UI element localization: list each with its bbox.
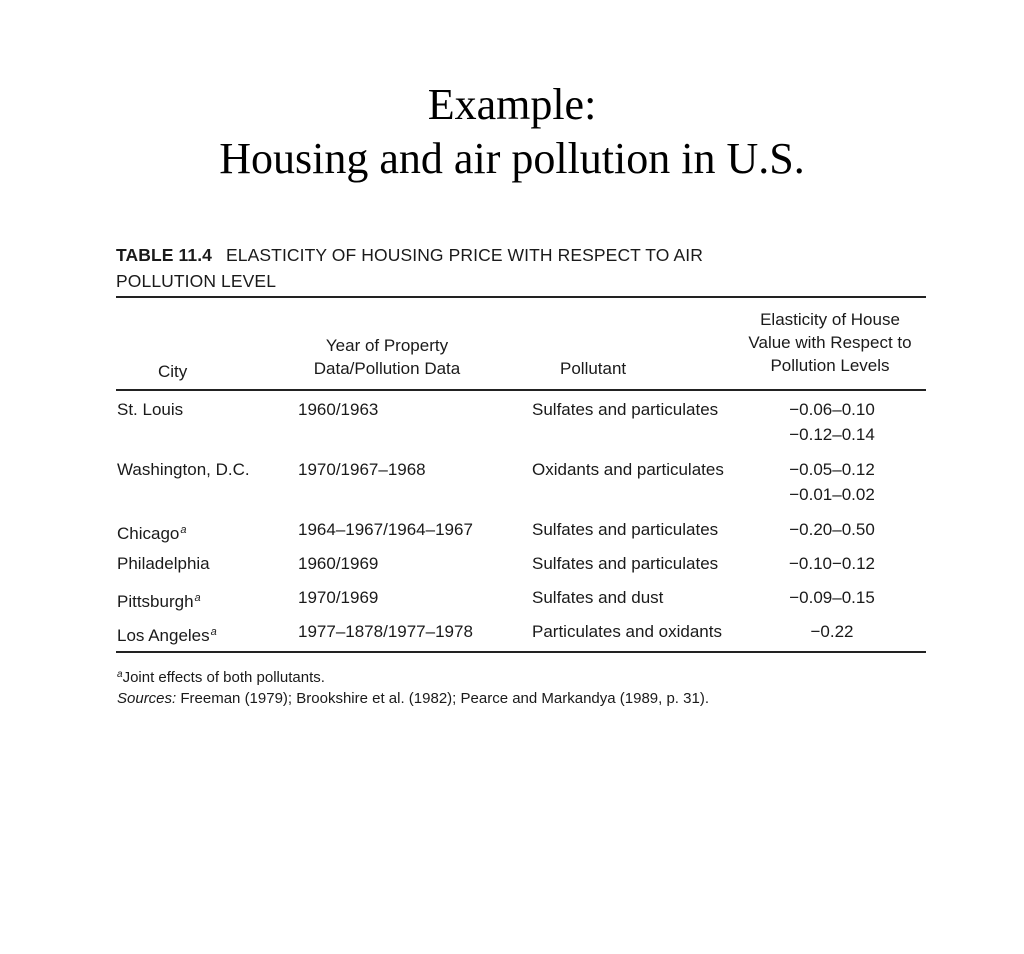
table-row-5-city bbox=[117, 586, 201, 614]
footnote-marker: a bbox=[117, 669, 123, 680]
table-row-2-pollutant: Oxidants and particulates bbox=[532, 460, 724, 479]
table-row-1-pollutant: Sulfates and particulates bbox=[532, 400, 719, 419]
table-figure bbox=[112, 236, 926, 720]
slide-title-line-2: Housing and air pollution in U.S. bbox=[219, 134, 805, 183]
sources-text: Freeman (1979); Brookshire et al. (1982); Pearce and Markandya (1989, p. 31). bbox=[180, 690, 709, 707]
table-row-5-elasticity: −0.09–0.15 bbox=[789, 588, 875, 607]
table-row-1-city bbox=[117, 398, 183, 422]
table-row-6-pollutant: Particulates and oxidants bbox=[532, 622, 722, 641]
city-name: Philadelphia bbox=[117, 554, 210, 573]
table-caption bbox=[116, 242, 703, 294]
header-elasticity-line-2: Value with Respect to bbox=[748, 333, 912, 352]
slide-title bbox=[0, 78, 1024, 186]
table-number: TABLE 11.4 bbox=[116, 245, 212, 265]
table-row-6-city bbox=[117, 620, 217, 648]
table-sources bbox=[117, 688, 709, 710]
footnote-marker: a bbox=[210, 626, 217, 638]
table-row-1-year: 1960/1963 bbox=[298, 400, 379, 419]
table-row-5-pollutant: Sulfates and dust bbox=[532, 588, 664, 607]
footnote-marker: a bbox=[180, 524, 187, 536]
table-row-2-elasticity-a: −0.05–0.12 bbox=[789, 460, 875, 479]
header-pollutant: Pollutant bbox=[560, 359, 627, 378]
table-caption-line-1: ELASTICITY OF HOUSING PRICE WITH RESPECT TO AIR bbox=[226, 245, 703, 265]
header-elasticity-line-1: Elasticity of House bbox=[760, 310, 900, 329]
table-row-3-pollutant: Sulfates and particulates bbox=[532, 520, 719, 539]
table-row-3-year: 1964–1967/1964–1967 bbox=[298, 520, 473, 539]
table-row-3-elasticity: −0.20–0.50 bbox=[789, 520, 875, 539]
table-row-4-pollutant: Sulfates and particulates bbox=[532, 554, 719, 573]
header-elasticity-line-3: Pollution Levels bbox=[770, 356, 890, 375]
header-year-line-1: Year of Property bbox=[325, 336, 449, 355]
city-name: Washington, D.C. bbox=[117, 460, 250, 479]
city-name: Los Angeles bbox=[117, 626, 210, 645]
header-city: City bbox=[158, 362, 188, 381]
table-row-3-city bbox=[117, 518, 187, 546]
footnote-marker: a bbox=[194, 592, 201, 604]
table-footnote bbox=[117, 664, 325, 689]
table-row-5-year: 1970/1969 bbox=[298, 588, 379, 607]
table-row-6-year: 1977–1878/1977–1978 bbox=[298, 622, 473, 641]
city-name: St. Louis bbox=[117, 400, 184, 419]
table-row-2-year: 1970/1967–1968 bbox=[298, 460, 426, 479]
table-bottom-rule bbox=[116, 651, 926, 653]
header-elasticity bbox=[724, 308, 936, 377]
header-year-line-2: Data/Pollution Data bbox=[313, 359, 461, 378]
table-top-rule bbox=[116, 296, 926, 298]
table-row-1-elasticity-b: −0.12–0.14 bbox=[789, 425, 875, 444]
slide-title-line-1: Example: bbox=[427, 80, 597, 129]
table-row-2-city bbox=[117, 458, 250, 482]
header-rule bbox=[116, 389, 926, 391]
table-row-6-elasticity: −0.22 bbox=[810, 622, 854, 641]
table-row-4-elasticity: −0.10−0.12 bbox=[788, 554, 876, 573]
table-row-1-elasticity-a: −0.06–0.10 bbox=[789, 400, 875, 419]
table-row-4-city bbox=[117, 552, 210, 576]
table-row-4-year: 1960/1969 bbox=[298, 554, 379, 573]
header-year bbox=[296, 334, 478, 380]
table-caption-line-2: POLLUTION LEVEL bbox=[116, 271, 277, 291]
sources-label: Sources: bbox=[117, 690, 177, 707]
footnote-text: Joint effects of both pollutants. bbox=[122, 669, 325, 686]
table-row-2-elasticity-b: −0.01–0.02 bbox=[789, 485, 875, 504]
city-name: Chicago bbox=[117, 524, 180, 543]
city-name: Pittsburgh bbox=[117, 592, 194, 611]
